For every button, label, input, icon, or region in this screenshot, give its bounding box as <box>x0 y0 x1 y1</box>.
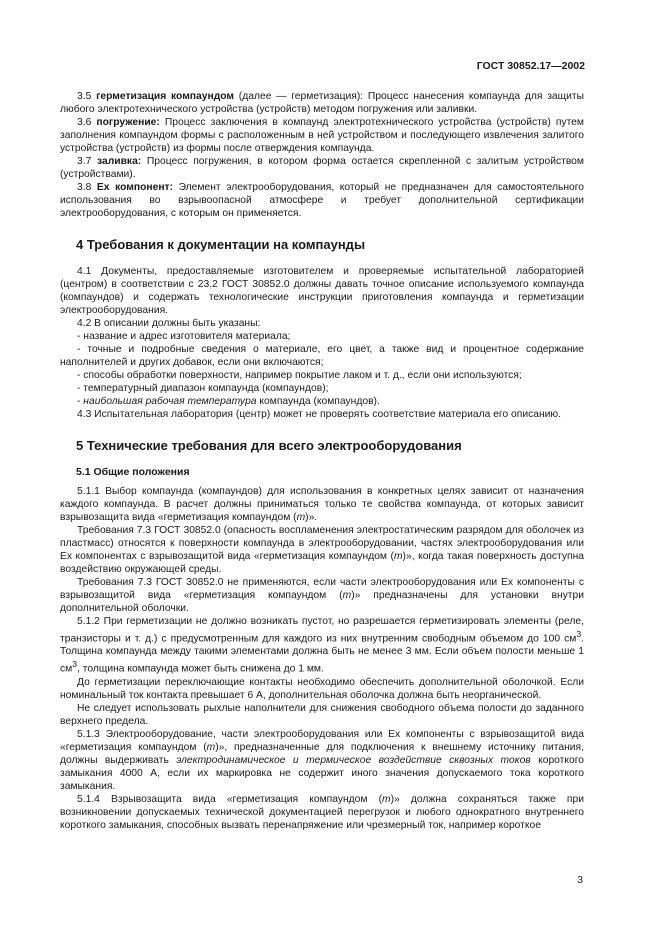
paragraph-5-1-3: 5.1.3 Электрооборудование, части электрооборудования или Ех компоненты с взрывозащитой вида «герметизация компаундом (m)», предназначенные для подключения к внешнему источнику питания, должны выдерживать электродинамическое и термическое воздействие сквозных токов короткого замыкания 4000 А, если их маркировка не содержит иного значения допускаемого тока короткого замыкания. <box>60 728 584 792</box>
page-content <box>60 90 584 832</box>
paragraph-4-1: 4.1 Документы, предоставляемые изготовителем и проверяемые испытательной лабораторией (центром) в соответствии с 23.2 ГОСТ 30852.0 должны давать точное описание используемого компаунда (компаундов) и содержать технологические инструкции приготовления компаунда и герметизации электрооборудования. <box>60 266 584 316</box>
list-item: - точные и подробные сведения о материале, его цвет, а также вид и процентное содержание наполнителей и других добавок, если они включаются; <box>60 344 584 368</box>
definition-3-6: 3.6 погружение: Процесс заключения в компаунд электротехнического устройства (устройств) путем заполнения компаундом формы с расположенным в ней устройством и последующего извлечения залитого устройства (устройств) из формы после отверждения компаунда. <box>60 117 584 154</box>
page-number: 3 <box>577 875 583 886</box>
paragraph-4-2: 4.2 В описании должны быть указаны: <box>77 318 261 329</box>
paragraph-5-1-4: 5.1.4 Взрывозащита вида «герметизация компаундом (m)» должна сохраняться также при возникновении допускаемых технической документацией перегрузок и любого однократного внутреннего короткого замыкания, способных вызвать перенапряжение или чрезмерный ток, например короткое <box>60 793 584 831</box>
paragraph-5-1-1: 5.1.1 Выбор компаунда (компаундов) для использования в конкретных целях зависит от назначения каждого компаунда. В расчет должны приниматься только те свойства компаунда, от которых зависит взрывозащита вида «герметизация компаундом (m)». <box>60 486 584 523</box>
list-item: - название и адрес изготовителя материала; <box>77 331 291 342</box>
paragraph-5-1-1-b: Требования 7.3 ГОСТ 30852.0 (опасность воспламенения электростатическим разрядом для оболочек из пластмасс) относятся к поверхности компаунда в электрооборудовании, частях электрооборудования или Ех компонентах с взрывозащитой вида «герметизация компаундом (m)», когда такая поверхность доступна воздействию окружающей среды. <box>60 525 584 575</box>
section-5-heading: 5 Технические требования для всего электрооборудования <box>76 438 462 453</box>
list-item: - способы обработки поверхности, например покрытие лаком и т. д., если они используются; <box>77 370 522 381</box>
paragraph-5-1-1-c: Требования 7.3 ГОСТ 30852.0 не применяются, если части электрооборудования или Ех компоненты с взрывозащитой вида «герметизация компаундом (m)» предназначены для установки внутри дополнительной оболочки. <box>60 577 584 614</box>
definition-3-5: 3.5 герметизация компаундом (далее — герметизация): Процесс нанесения компаунда для защиты любого электротехнического устройства (устройств) методом погружения или заливки. <box>60 91 584 115</box>
list-item: - наибольшая рабочая температура компаунда (компаундов). <box>77 396 380 407</box>
paragraph-5-1-2: 5.1.2 При герметизации не должно возникать пустот, но разрешается герметизировать элементы (реле, транзисторы и т. д.) с предусмотренным для каждого из них внутренним свободным объемом до 100 $см^3$. Толщина компаунда между такими элементами должна быть не менее 3 мм. Если объем полости меньше 1 $см^3$, толщина компаунда может быть снижена до 1 мм. <box>60 616 584 675</box>
paragraph-5-1-2-c: Не следует использовать рыхлые наполнители для снижения свободного объема полости до заданного верхнего предела. <box>60 702 584 727</box>
definition-3-7: 3.7 заливка: Процесс погружения, в котором форма остается скрепленной с залитым устройством (устройствами). <box>60 156 584 180</box>
document-code: ГОСТ 30852.17—2002 <box>476 60 585 72</box>
subsection-5-1-heading: 5.1 Общие положения <box>76 466 190 478</box>
section-4-heading: 4 Требования к документации на компаунды <box>76 237 366 252</box>
paragraph-4-3: 4.3 Испытательная лаборатория (центр) может не проверять соответствие материала его описанию. <box>77 409 561 420</box>
definition-3-8: 3.8 Ех компонент: Элемент электрооборудования, который не предназначен для самостоятельного использования во взрывоопасной атмосфере и требует дополнительной сертификации электрооборудования, с которым он применяется. <box>60 182 584 219</box>
list-item: - температурный диапазон компаунда (компаундов); <box>77 383 329 394</box>
paragraph-5-1-2-b: До герметизации переключающие контакты необходимо обеспечить дополнительной оболочкой. Если номинальный ток контакта превышает 6 А, дополнительная оболочка должна быть неорганической. <box>60 676 584 701</box>
